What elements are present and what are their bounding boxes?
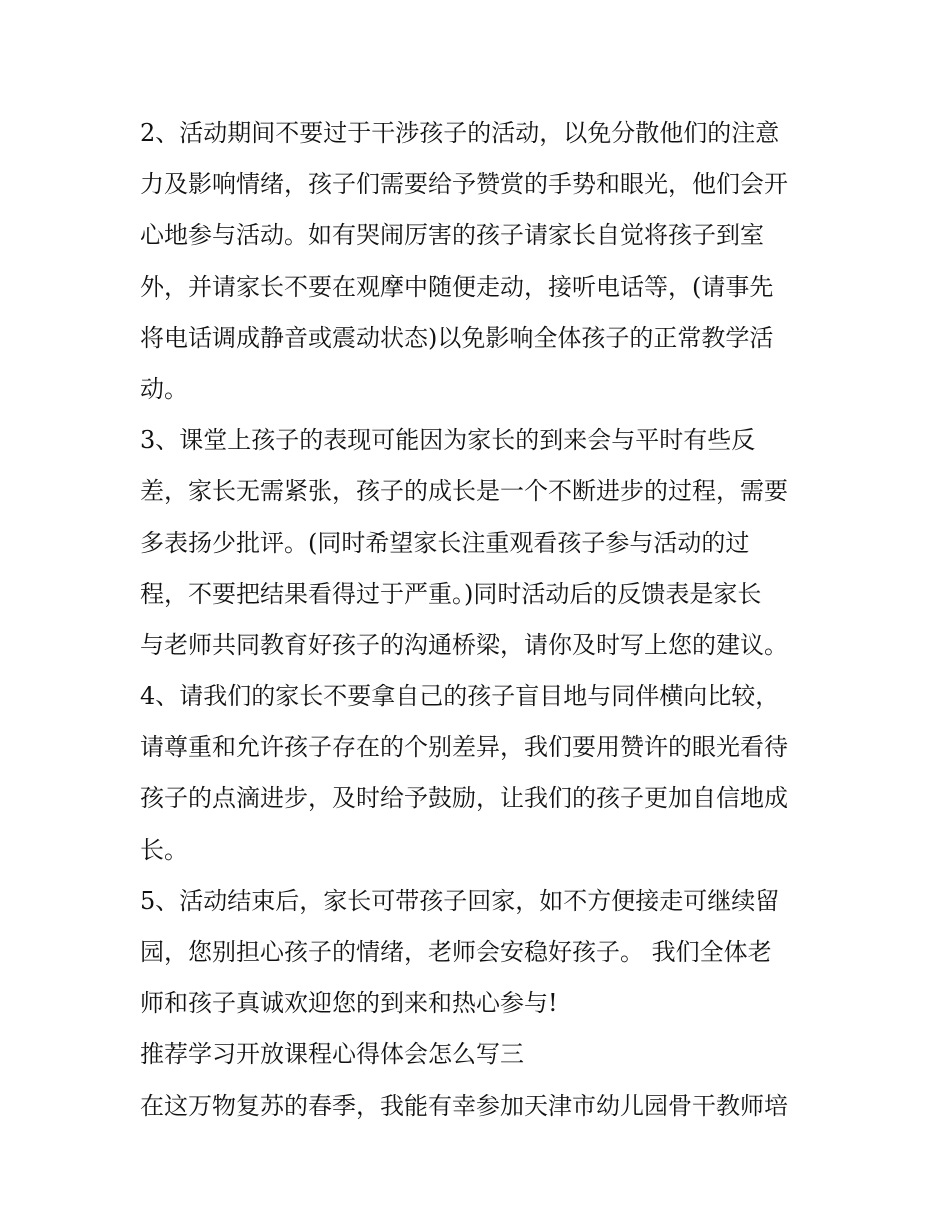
text-line: 差，家长无需紧张，孩子的成长是一个不断进步的过程，需要 bbox=[140, 477, 788, 506]
text-line: 师和孩子真诚欢迎您的到来和热心参与! bbox=[140, 989, 558, 1018]
text-line: 园，您别担心孩子的情绪，老师会安稳好孩子。 我们全体老 bbox=[140, 938, 772, 966]
text-line: 程，不要把结果看得过于严重。)同时活动后的反馈表是家长 bbox=[140, 579, 762, 608]
text-line: 5、活动结束后，家长可带孩子回家，如不方便接走可继续留 bbox=[140, 886, 780, 915]
text-line: 在这万物复苏的春季，我能有幸参加天津市幼儿园骨干教师培 bbox=[140, 1091, 788, 1120]
text-line: 力及影响情绪，孩子们需要给予赞赏的手势和眼光，他们会开 bbox=[140, 170, 788, 199]
text-line: 心地参与活动。如有哭闹厉害的孩子请家长自觉将孩子到室 bbox=[140, 221, 764, 250]
text-line: 外，并请家长不要在观摩中随便走动，接听电话等，(请事先 bbox=[140, 272, 774, 301]
text-line: 多表扬少批评。(同时希望家长注重观看孩子参与活动的过 bbox=[140, 528, 750, 557]
document-body bbox=[140, 108, 815, 1132]
text-line: 3、课堂上孩子的表现可能因为家长的到来会与平时有些反 bbox=[140, 426, 756, 455]
text-line: 与老师共同教育好孩子的沟通桥梁，请你及时写上您的建议。 bbox=[140, 630, 788, 659]
text-line: 2、活动期间不要过于干涉孩子的活动，以免分散他们的注意 bbox=[140, 119, 780, 147]
text-line: 4、请我们的家长不要拿自己的孩子盲目地与同伴横向比较， bbox=[140, 682, 780, 711]
section-heading: 推荐学习开放课程心得体会怎么写三 bbox=[140, 1040, 524, 1069]
text-line: 孩子的点滴进步，及时给予鼓励，让我们的孩子更加自信地成 bbox=[140, 784, 788, 813]
text-line: 将电话调成静音或震动状态)以免影响全体孩子的正常教学活 bbox=[140, 323, 774, 352]
text-line: 动。 bbox=[140, 374, 188, 403]
text-line: 请尊重和允许孩子存在的个别差异，我们要用赞许的眼光看待 bbox=[140, 733, 788, 762]
text-line: 长。 bbox=[140, 835, 188, 864]
